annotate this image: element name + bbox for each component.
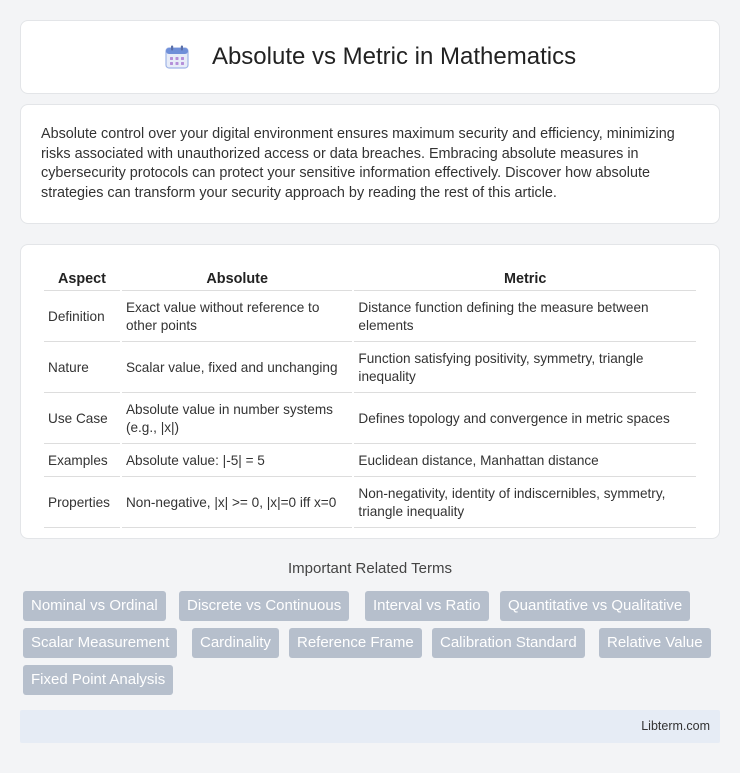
cell-metric: Non-negativity, identity of indiscernibles, symmetry, triangle inequality: [354, 479, 696, 528]
table-row: [44, 293, 696, 342]
cell-aspect: Properties: [44, 479, 120, 528]
comparison-table: [42, 265, 698, 530]
table-row: [44, 446, 696, 477]
cell-metric: Function satisfying positivity, symmetry, triangle inequality: [354, 344, 696, 393]
cell-aspect: Definition: [44, 293, 120, 342]
cell-metric: Distance function defining the measure between elements: [354, 293, 696, 342]
related-term-tag[interactable]: Scalar Measurement: [23, 628, 177, 658]
table-header-row: [44, 267, 696, 291]
header-metric: Metric: [354, 267, 696, 291]
header-aspect: Aspect: [44, 267, 120, 291]
related-term-tag[interactable]: Quantitative vs Qualitative: [500, 591, 690, 621]
cell-absolute: Exact value without reference to other points: [122, 293, 352, 342]
cell-metric: Euclidean distance, Manhattan distance: [354, 446, 696, 477]
cell-absolute: Absolute value: |-5| = 5: [122, 446, 352, 477]
footer: [20, 710, 720, 743]
page-title: Absolute vs Metric in Mathematics: [211, 43, 577, 70]
related-term-tag[interactable]: Relative Value: [599, 628, 711, 658]
related-terms-title: Important Related Terms: [288, 560, 452, 577]
cell-metric: Defines topology and convergence in metric spaces: [354, 395, 696, 444]
footer-site-link[interactable]: Libterm.com: [641, 719, 710, 733]
calendar-icon: [164, 44, 190, 70]
cell-aspect: Examples: [44, 446, 120, 477]
cell-absolute: Scalar value, fixed and unchanging: [122, 344, 352, 393]
related-term-tag[interactable]: Fixed Point Analysis: [23, 665, 173, 695]
cell-aspect: Use Case: [44, 395, 120, 444]
table-row: [44, 395, 696, 444]
table-row: [44, 344, 696, 393]
related-term-tag[interactable]: Calibration Standard: [432, 628, 585, 658]
related-term-tag[interactable]: Nominal vs Ordinal: [23, 591, 166, 621]
table-row: [44, 479, 696, 528]
related-term-tag[interactable]: Discrete vs Continuous: [179, 591, 349, 621]
comparison-card: [20, 244, 720, 539]
cell-aspect: Nature: [44, 344, 120, 393]
header-card: [20, 20, 720, 94]
related-term-tag[interactable]: Cardinality: [192, 628, 279, 658]
intro-text: Absolute control over your digital environment ensures maximum security and efficiency, minimizing risks associated with unauthorized access or data breaches. Embracing absolute measures in cybersecurity protocols can protect your sensitive information effectively. Discover how absolute strategies can transform your security approach by reading the rest of this article.: [41, 126, 675, 201]
intro-card: [20, 104, 720, 224]
header-absolute: Absolute: [122, 267, 352, 291]
cell-absolute: Non-negative, |x| >= 0, |x|=0 iff x=0: [122, 479, 352, 528]
related-term-tag[interactable]: Reference Frame: [289, 628, 422, 658]
related-term-tag[interactable]: Interval vs Ratio: [365, 591, 489, 621]
cell-absolute: Absolute value in number systems (e.g., |x|): [122, 395, 352, 444]
